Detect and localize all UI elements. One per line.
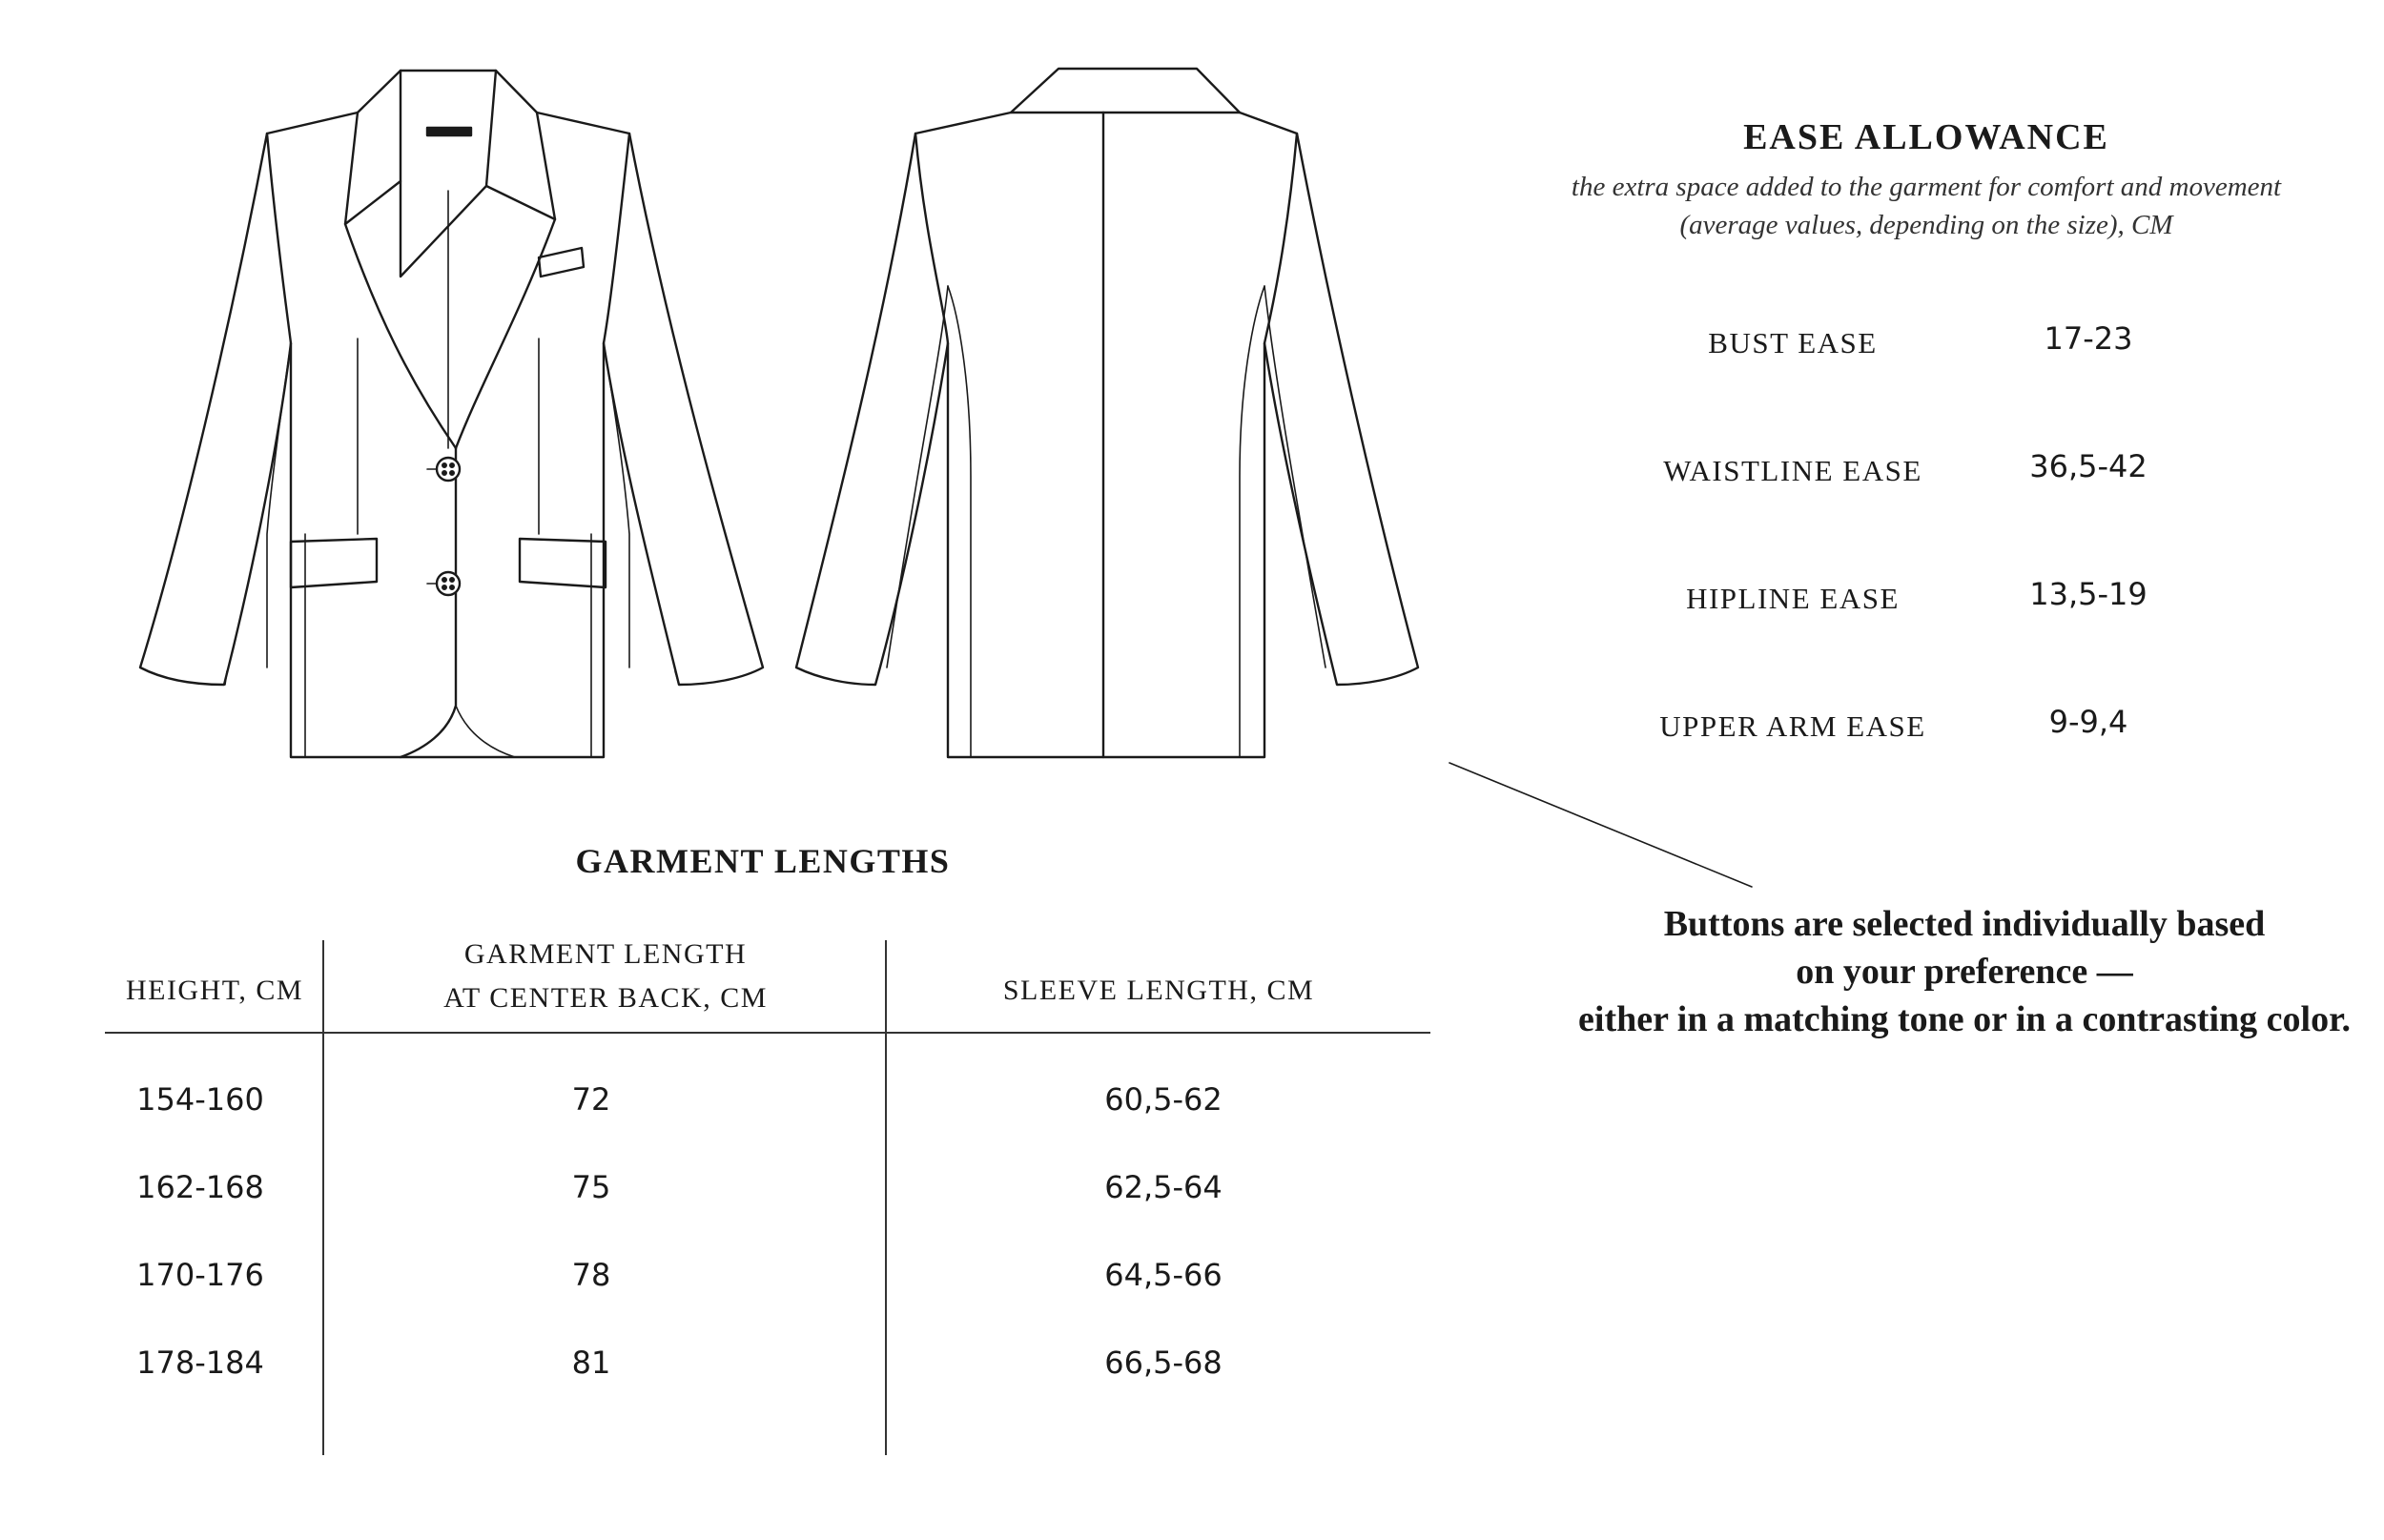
table-cell-length: 75	[571, 1169, 611, 1205]
table-cell-sleeve: 60,5-62	[1104, 1081, 1223, 1118]
header-garment-length-line2: AT CENTER BACK, CM	[443, 982, 768, 1014]
ease-value-waistline: 36,5-42	[2029, 448, 2148, 484]
header-sleeve-length: SLEEVE LENGTH, CM	[1002, 975, 1315, 1006]
buttons-note-line1: Buttons are selected individually based	[1663, 904, 2266, 944]
ease-label-waistline: WAISTLINE EASE	[1663, 454, 1922, 487]
table-cell-height: 178-184	[136, 1345, 264, 1381]
garment-lengths-title: GARMENT LENGTHS	[575, 842, 951, 880]
table-cell-sleeve: 66,5-68	[1104, 1345, 1223, 1381]
table-cell-sleeve: 62,5-64	[1104, 1169, 1223, 1205]
table-cell-height: 154-160	[136, 1081, 264, 1118]
table-cell-length: 81	[571, 1345, 611, 1381]
table-column-divider	[322, 940, 324, 1455]
blazer-back-icon	[796, 69, 1418, 757]
ease-subtitle-line2: (average values, depending on the size), CM	[1679, 210, 2173, 240]
ease-label-upper-arm: UPPER ARM EASE	[1659, 709, 1926, 743]
buttons-note	[1488, 900, 2384, 1043]
blazer-front-icon	[140, 71, 763, 757]
table-cell-height: 162-168	[136, 1169, 264, 1205]
ease-subtitle-line1: the extra space added to the garment for comfort and movement	[1571, 172, 2282, 202]
table-cell-length: 72	[571, 1081, 611, 1118]
buttons-note-line2: on your preference —	[1796, 952, 2133, 992]
ease-allowance-title: EASE ALLOWANCE	[1743, 117, 2109, 157]
ease-value-upper-arm: 9-9,4	[2048, 704, 2128, 740]
ease-value-bust: 17-23	[2044, 320, 2133, 357]
buttons-note-line3: either in a matching tone or in a contrasting color.	[1578, 999, 2351, 1039]
table-header-divider	[105, 1032, 1430, 1034]
ease-value-hipline: 13,5-19	[2029, 576, 2148, 612]
table-cell-length: 78	[571, 1257, 611, 1293]
ease-allowance-subtitle	[1488, 168, 2365, 244]
header-height: HEIGHT, CM	[125, 975, 304, 1006]
header-garment-length-line1: GARMENT LENGTH	[463, 938, 748, 970]
table-column-divider	[885, 940, 887, 1455]
ease-label-bust: BUST EASE	[1708, 326, 1878, 359]
table-cell-height: 170-176	[136, 1257, 264, 1293]
table-cell-sleeve: 64,5-66	[1104, 1257, 1223, 1293]
ease-label-hipline: HIPLINE EASE	[1686, 582, 1900, 615]
header-garment-length	[324, 933, 887, 1020]
